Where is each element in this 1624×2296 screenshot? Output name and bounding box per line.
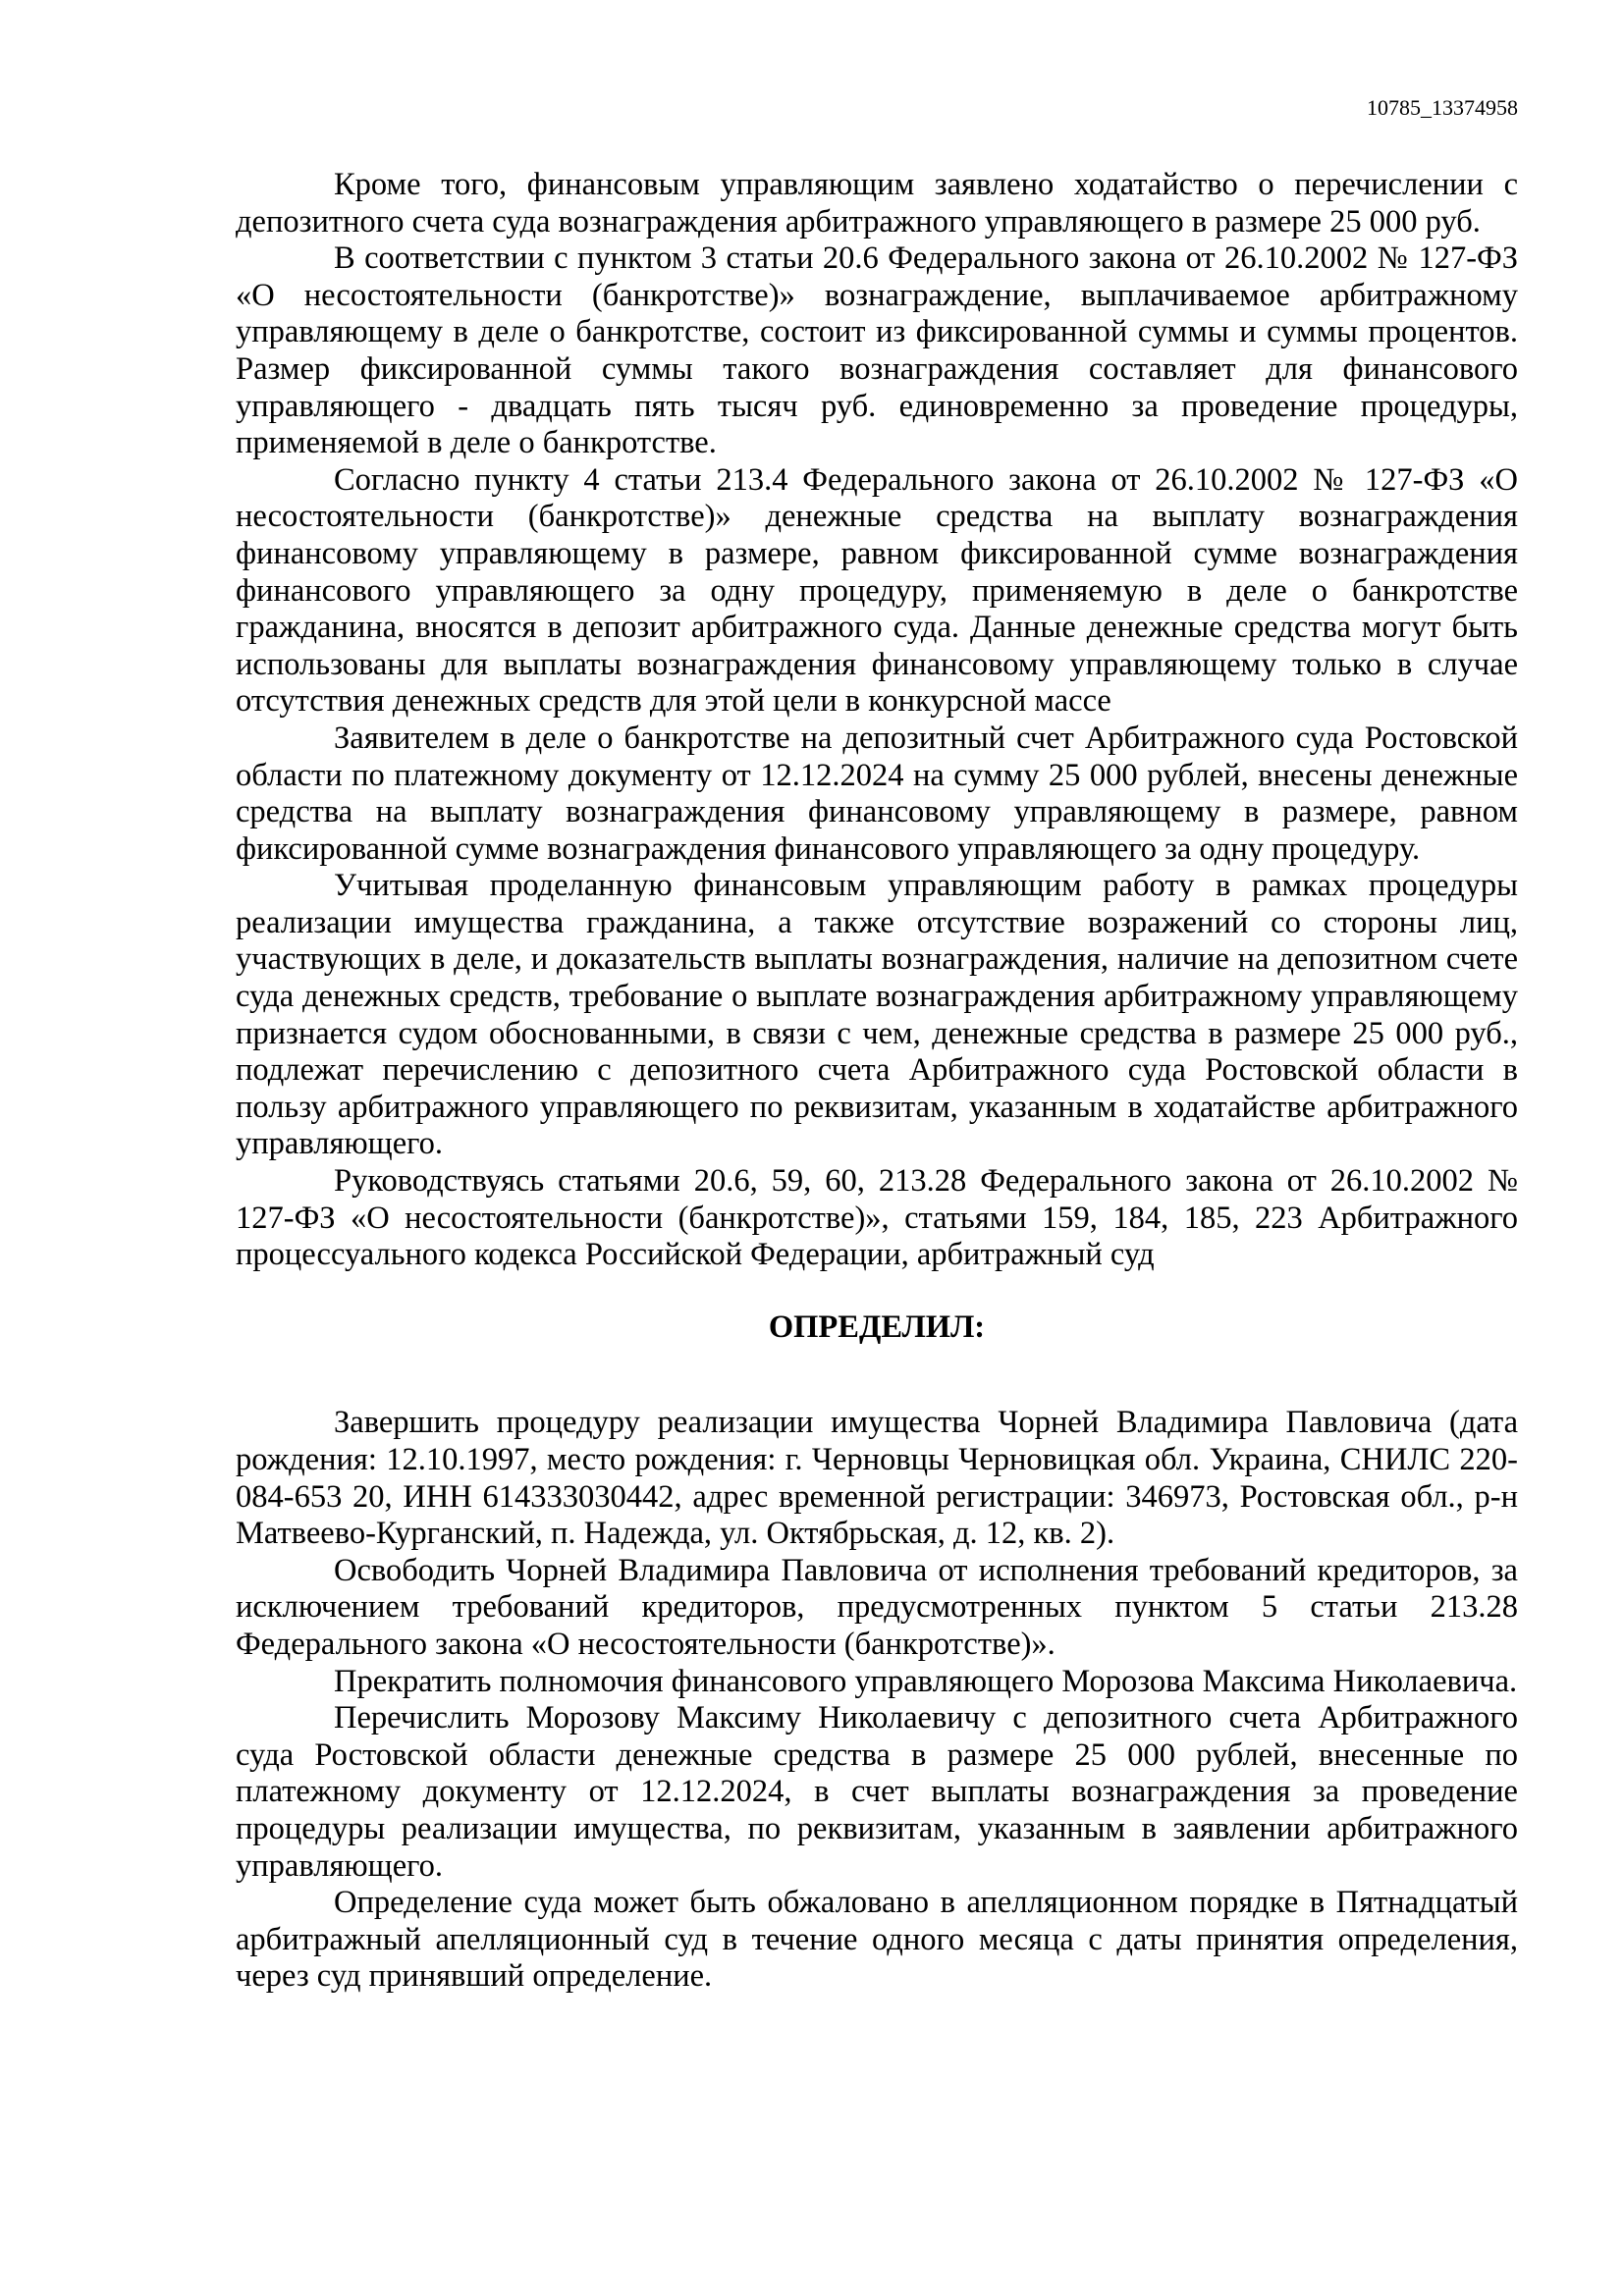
- document-id: 10785_13374958: [1367, 95, 1518, 120]
- paragraph-guided-by: Руководствуясь статьями 20.6, 59, 60, 213.28 Федерального закона от 26.10.2002 № 127-ФЗ «О несостоятельности (банкротстве)», статьями 159, 184, 185, 223 Арбитражного процессуального кодекса Российской Федерации, арбитражный суд: [236, 1163, 1518, 1273]
- paragraph-release-debtor: Освободить Чорней Владимира Павловича от исполнения требований кредиторов, за исключением требований кредиторов, предусмотренных пунктом 5 статьи 213.28 Федерального закона «О несостоятельности (банкротстве)».: [236, 1552, 1518, 1662]
- paragraph-applicant-deposit: Заявителем в деле о банкротстве на депозитный счет Арбитражного суда Ростовской области по платежному документу от 12.12.2024 на сумму 25 000 рублей, внесены денежные средства на выплату вознаграждения финансовому управляющему в размере, равном фиксированной сумме вознаграждения финансового управляющего за одну процедуру.: [236, 720, 1518, 867]
- ruling-heading: ОПРЕДЕЛИЛ:: [768, 1308, 986, 1345]
- paragraph-considering-work: Учитывая проделанную финансовым управляющим работу в рамках процедуры реализации имущества гражданина, а также отсутствие возражений со стороны лиц, участвующих в деле, и доказательств выплаты вознаграждения, наличие на депозитном счете суда денежных средств, требование о выплате вознаграждения арбитражному управляющему признается судом обоснованными, в связи с чем, денежные средства в размере 25 000 руб., подлежат перечислению с депозитного счета Арбитражного суда Ростовской области в пользу арбитражного управляющего по реквизитам, указанным в ходатайстве арбитражного управляющего.: [236, 868, 1518, 1162]
- paragraph-terminate-powers: Прекратить полномочия финансового управляющего Морозова Максима Николаевича.: [334, 1663, 1518, 1699]
- paragraph-appeal: Определение суда может быть обжаловано в апелляционном порядке в Пятнадцатый арбитражный апелляционный суд в течение одного месяца с даты принятия определения, через суд принявший определение.: [236, 1885, 1518, 1995]
- paragraph-article-20-6: В соответствии с пунктом 3 статьи 20.6 Федерального закона от 26.10.2002 № 127-ФЗ «О несостоятельности (банкротстве)» вознаграждение, выплачиваемое арбитражному управляющему в деле о банкротстве, состоит из фиксированной суммы и суммы процентов. Размер фиксированной суммы такого вознаграждения составляет для финансового управляющего - двадцать пять тысяч руб. единовременно за проведение процедуры, применяемой в деле о банкротстве.: [236, 240, 1518, 461]
- paragraph-transfer-funds: Перечислить Морозову Максиму Николаевичу с депозитного счета Арбитражного суда Ростовской области денежные средства в размере 25 000 рублей, внесенные по платежному документу от 12.12.2024, в счет выплаты вознаграждения за проведение процедуры реализации имущества, по реквизитам, указанным в заявлении арбитражного управляющего.: [236, 1700, 1518, 1884]
- paragraph-article-213-4: Согласно пункту 4 статьи 213.4 Федерального закона от 26.10.2002 № 127-ФЗ «О несостоятельности (банкротстве)» денежные средства на выплату вознаграждения финансовому управляющему в размере, равном фиксированной сумме вознаграждения финансового управляющего за одну процедуру, применяемую в деле о банкротстве гражданина, вносятся в депозит арбитражного суда. Данные денежные средства могут быть использованы для выплаты вознаграждения финансовому управляющему только в случае отсутствия денежных средств для этой цели в конкурсной массе: [236, 461, 1518, 720]
- paragraph-complete-procedure: Завершить процедуру реализации имущества Чорней Владимира Павловича (дата рождения: 12.10.1997, место рождения: г. Черновцы Черновицкая обл. Украина, СНИЛС 220-084-653 20, ИНН 614333030442, адрес временной регистрации: 346973, Ростовская обл., р-н Матвеево-Курганский, п. Надежда, ул. Октябрьская, д. 12, кв. 2).: [236, 1405, 1518, 1552]
- paragraph-deposit-petition: Кроме того, финансовым управляющим заявлено ходатайство о перечислении с депозитного счета суда вознаграждения арбитражного управляющего в размере 25 000 руб.: [236, 167, 1518, 240]
